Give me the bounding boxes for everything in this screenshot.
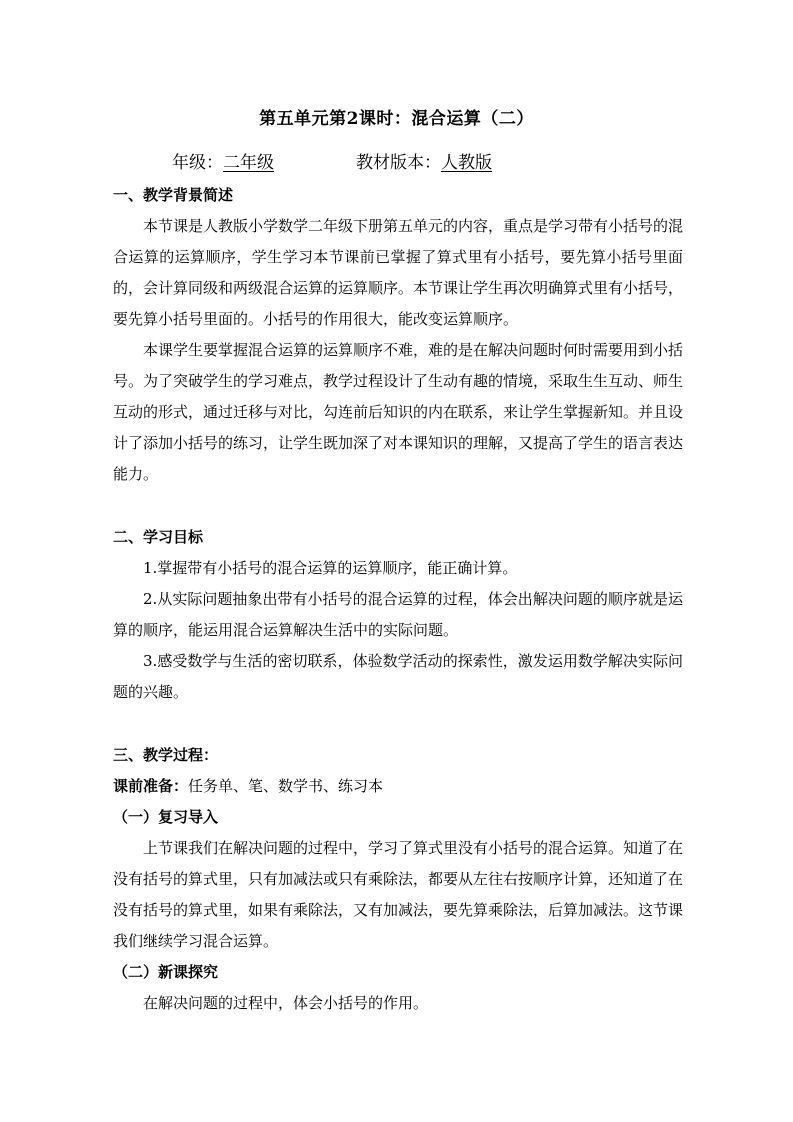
grade-label: 年级： (172, 153, 223, 173)
paragraph: 本课学生要掌握混合运算的运算顺序不难，难的是在解决问题时何时需要用到小括号。为了突破学生的学习难点，教学过程设计了生动有趣的情境，采取生生互动、师生互动的形式，通过迁移与对比，勾连前后知识的内在联系，来让学生掌握新知。并且设计了添加小括号的练习，让学生既加深了对本课知识的理解，又提高了学生的语言表达能力。 (113, 341, 684, 483)
paragraph: 在解决问题的过程中，体会小括号的作用。 (143, 994, 429, 1012)
prep-label: 课前准备： (113, 777, 189, 795)
section-heading: 二、学习目标 (113, 528, 204, 546)
grade-value: 二年级 (223, 153, 274, 173)
section-heading: 三、教学过程： (113, 746, 219, 764)
objective-item: 1.掌握带有小括号的混合运算的运算顺序，能正确计算。 (143, 559, 518, 577)
edition-info (356, 148, 492, 173)
edition-value: 人教版 (441, 153, 492, 173)
paragraph: 上节课我们在解决问题的过程中，学习了算式里没有小括号的混合运算。知道了在没有括号的算式里，只有加减法或只有乘除法，都要从左往右按顺序计算，还知道了在没有括号的算式里，如果有乘除法，又有加减法，要先算乘除法，后算加减法。这节课我们继续学习混合运算。 (113, 839, 684, 950)
section-process (113, 740, 683, 1019)
paragraph: 本节课是人教版小学数学二年级下册第五单元的内容，重点是学习带有小括号的混合运算的运算顺序，学生学习本节课前已掌握了算式里有小括号，要先算小括号里面的，会计算同级和两级混合运算的运算顺序。本节课让学生再次明确算式里有小括号，要先算小括号里面的。小括号的作用很大，能改变运算顺序。 (113, 217, 684, 328)
prep-line (113, 771, 683, 802)
objective-item: 3.感受数学与生活的密切联系，体验数学活动的探索性，激发运用数学解决实际问题的兴趣。 (113, 652, 683, 701)
section-heading: 一、教学背景简述 (113, 186, 234, 204)
edition-label: 教材版本： (356, 153, 441, 173)
subsection-heading: （一）复习导入 (113, 808, 219, 826)
document-title: 第五单元第2课时：混合运算（二） (259, 109, 534, 129)
subsection-heading: （二）新课探究 (113, 963, 219, 981)
prep-value: 任务单、笔、数学书、练习本 (188, 777, 384, 795)
objective-item: 2.从实际问题抽象出带有小括号的混合运算的过程，体会出解决问题的顺序就是运算的顺序，能运用混合运算解决生活中的实际问题。 (113, 590, 683, 639)
section-background (113, 180, 683, 490)
section-objectives (113, 522, 683, 708)
grade-info (172, 148, 274, 173)
